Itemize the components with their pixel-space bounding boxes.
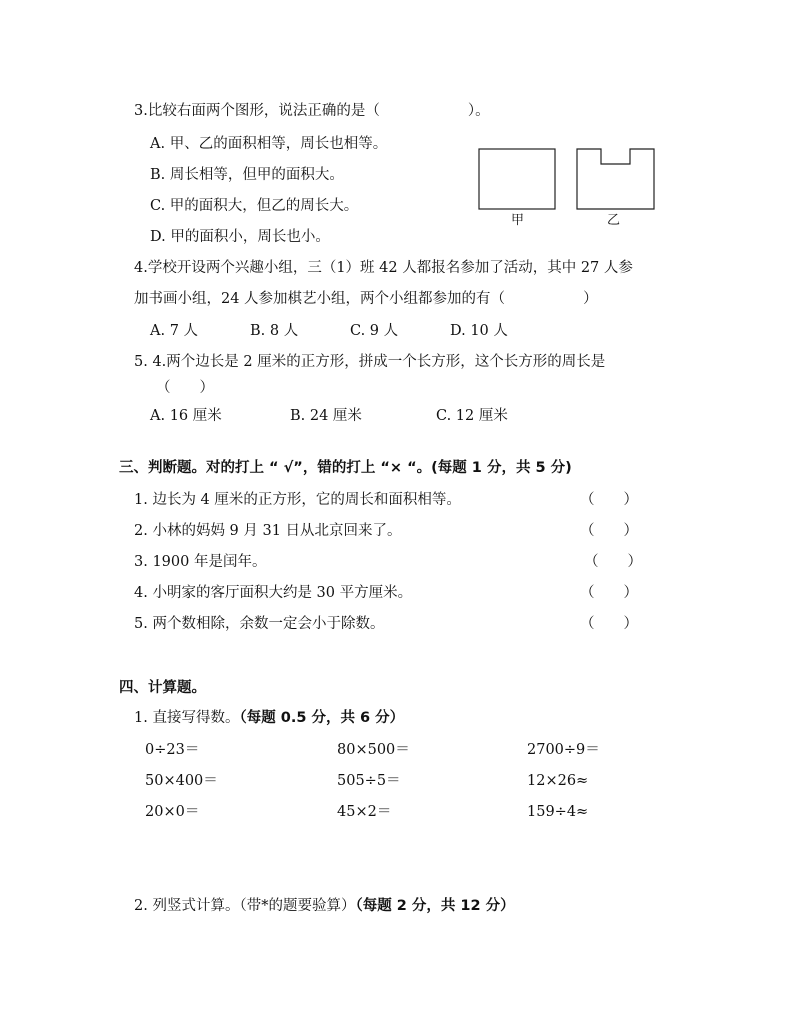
q5-option-a: A. 16 厘米 — [150, 408, 222, 424]
calc-item: 159÷4≈ — [527, 804, 589, 820]
calc-sub2-label: 2. 列竖式计算。（带*的题要验算） — [134, 898, 356, 914]
judge-item-1-paren: （ ） — [580, 492, 638, 508]
judge-item-4-paren: （ ） — [580, 585, 638, 601]
q4-line2 — [134, 289, 598, 309]
calc-sub2-points: （每题 2 分，共 12 分） — [355, 898, 515, 914]
q3-stem-end: ）。 — [467, 103, 490, 119]
shape-comparison-figure — [470, 140, 670, 232]
calc-item: 505÷5＝ — [337, 773, 401, 789]
judge-item-3: 3. 1900 年是闰年。 — [134, 554, 267, 570]
calc-item: 45×2＝ — [337, 804, 392, 820]
calc-item: 12×26≈ — [527, 773, 589, 789]
q3-option-a: A. 甲、乙的面积相等，周长也相等。 — [150, 136, 388, 152]
judge-item-2-paren: （ ） — [580, 523, 638, 539]
section4-title: 四、计算题。 — [119, 680, 206, 696]
shape-yi — [577, 149, 654, 209]
judge-item-3-paren: （ ） — [584, 554, 642, 570]
calc-sub1-heading — [134, 708, 404, 728]
q3-option-d: D. 甲的面积小，周长也小。 — [150, 229, 330, 245]
calc-item: 0÷23＝ — [145, 742, 200, 758]
calc-item: 50×400＝ — [145, 773, 218, 789]
shape-jia-label: 甲 — [511, 213, 525, 228]
q5-line2: （ ） — [156, 380, 214, 396]
q5-line1: 5. 4.两个边长是 2 厘米的正方形，拼成一个长方形，这个长方形的周长是 — [134, 354, 606, 370]
q3-stem-text: 3.比较右面两个图形，说法正确的是（ — [134, 103, 380, 119]
judge-item-1: 1. 边长为 4 厘米的正方形，它的周长和面积相等。 — [134, 492, 461, 508]
q4-line1: 4.学校开设两个兴趣小组，三（1）班 42 人都报名参加了活动，其中 27 人参 — [134, 260, 633, 276]
judge-item-5-paren: （ ） — [580, 616, 638, 632]
calc-sub1-label: 1. 直接写得数。 — [134, 710, 240, 726]
q5-option-c: C. 12 厘米 — [436, 408, 508, 424]
q4-option-b: B. 8 人 — [250, 323, 299, 339]
shape-yi-label: 乙 — [607, 213, 621, 228]
judge-item-4: 4. 小明家的客厅面积大约是 30 平方厘米。 — [134, 585, 413, 601]
judge-item-5: 5. 两个数相除，余数一定会小于除数。 — [134, 616, 385, 632]
calc-item: 80×500＝ — [337, 742, 410, 758]
q3-stem — [134, 101, 490, 121]
q4-option-a: A. 7 人 — [150, 323, 199, 339]
calc-item: 2700÷9＝ — [527, 742, 600, 758]
q4-option-d: D. 10 人 — [450, 323, 508, 339]
q4-line2-text: 加书画小组，24 人参加棋艺小组，两个小组都参加的有（ — [134, 291, 506, 307]
q3-option-b: B. 周长相等，但甲的面积大。 — [150, 167, 344, 183]
judge-item-2: 2. 小林的妈妈 9 月 31 日从北京回来了。 — [134, 523, 402, 539]
q3-option-c: C. 甲的面积大，但乙的周长大。 — [150, 198, 359, 214]
q4-option-c: C. 9 人 — [350, 323, 399, 339]
q4-line2-end: ） — [583, 291, 598, 307]
q5-option-b: B. 24 厘米 — [290, 408, 362, 424]
calc-item: 20×0＝ — [145, 804, 200, 820]
shape-jia — [479, 149, 555, 209]
calc-sub2-heading — [134, 896, 515, 916]
calc-sub1-points: （每题 0.5 分，共 6 分） — [239, 710, 405, 726]
section3-title: 三、判断题。对的打上 “ √”，错的打上 “× “。(每题 1 分，共 5 分) — [119, 460, 572, 476]
